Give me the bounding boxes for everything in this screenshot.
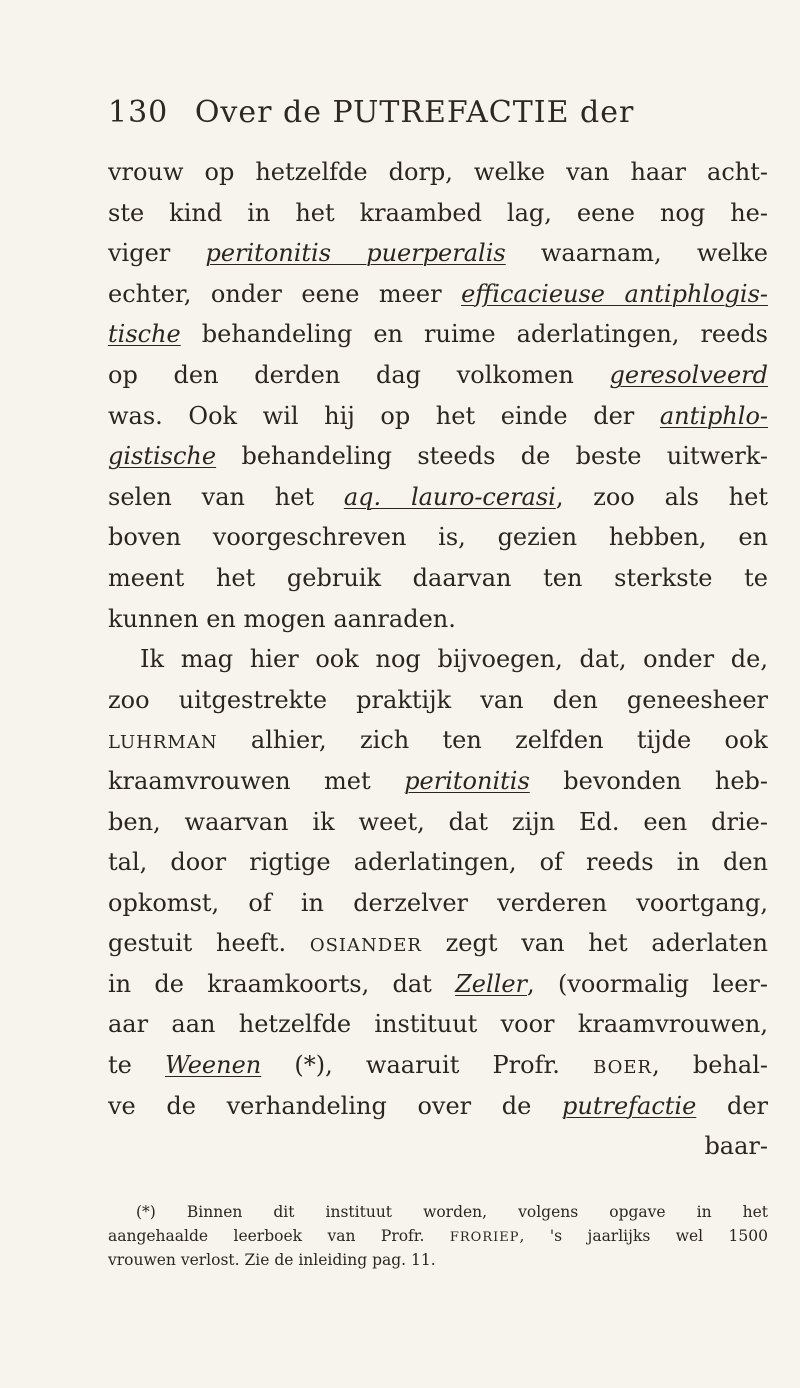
- text-line: gestuit heeft. OSIANDER zegt van het aderlaten: [108, 929, 768, 958]
- page-number: 130: [108, 95, 169, 130]
- text-line: echter, onder eene meer efficacieuse antiphlogis-: [108, 279, 768, 308]
- text-line: viger peritonitis puerperalis waarnam, welke: [108, 239, 768, 268]
- text-line: tal, door rigtige aderlatingen, of reeds in den: [108, 848, 768, 877]
- text-line: tische behandeling en ruime aderlatingen, reeds: [108, 320, 768, 349]
- text-line: zoo uitgestrekte praktijk van den geneesheer: [108, 685, 768, 714]
- body-text: [108, 152, 768, 1167]
- footnote: [108, 1200, 768, 1272]
- footnote-line: aangehaalde leerboek van Profr. FRORIEP, 's jaarlijks wel 1500: [108, 1227, 768, 1245]
- footnote-line: (*) Binnen dit instituut worden, volgens opgave in het: [136, 1203, 768, 1221]
- text-line: ve de verhandeling over de putrefactie der: [108, 1091, 768, 1120]
- text-line: boven voorgeschreven is, gezien hebben, en: [108, 523, 768, 552]
- text-line: aar aan hetzelfde instituut voor kraamvrouwen,: [108, 1010, 768, 1039]
- text-line: opkomst, of in derzelver verderen voortgang,: [108, 888, 768, 917]
- text-line: te Weenen (*), waaruit Profr. BOER, behal-: [108, 1051, 768, 1080]
- text-line: ben, waarvan ik weet, dat zijn Ed. een drie-: [108, 807, 768, 836]
- text-line: ste kind in het kraambed lag, eene nog he-: [108, 198, 768, 227]
- text-line: LUHRMAN alhier, zich ten zelfden tijde ook: [108, 726, 768, 755]
- running-head-title: Over de PUTREFACTIE der: [194, 95, 635, 130]
- text-line: kunnen en mogen aanraden.: [108, 604, 456, 633]
- footnote-line: vrouwen verlost. Zie de inleiding pag. 11.: [108, 1251, 436, 1269]
- text-line: Ik mag hier ook nog bijvoegen, dat, onder de,: [140, 645, 768, 674]
- running-head: [108, 95, 768, 130]
- text-line: was. Ook wil hij op het einde der antiphlo-: [108, 401, 768, 430]
- text-line: kraamvrouwen met peritonitis bevonden heb-: [108, 766, 768, 795]
- text-line: selen van het aq. lauro-cerasi, zoo als het: [108, 482, 768, 511]
- text-line: vrouw op hetzelfde dorp, welke van haar acht-: [108, 158, 768, 186]
- text-line: meent het gebruik daarvan ten sterkste te: [108, 563, 768, 592]
- catchword: baar-: [704, 1132, 768, 1161]
- text-line: op den derden dag volkomen geresolveerd: [108, 360, 768, 389]
- text-line: in de kraamkoorts, dat Zeller, (voormalig leer-: [108, 969, 768, 998]
- text-line: gistische behandeling steeds de beste uitwerk-: [108, 442, 768, 471]
